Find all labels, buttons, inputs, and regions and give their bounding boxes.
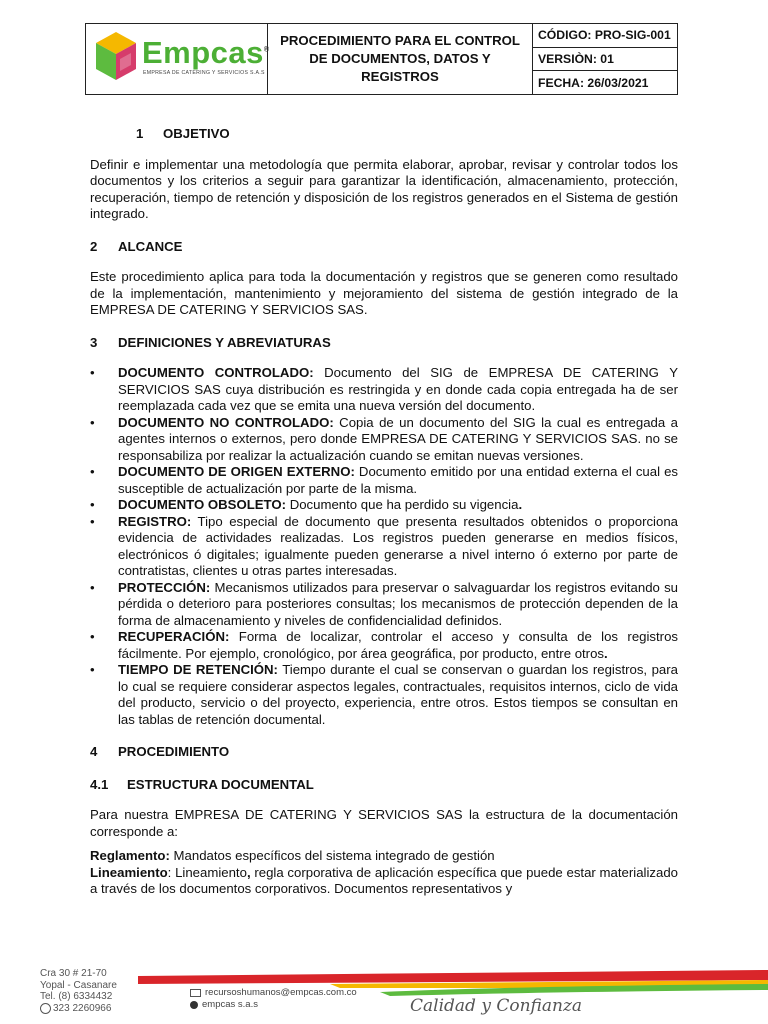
whatsapp-icon (40, 1003, 51, 1014)
section-heading-procedimiento: 4 PROCEDIMIENTO (90, 744, 230, 759)
facebook-icon (190, 1001, 198, 1009)
document-version: VERSIÒN: 01 (533, 48, 677, 72)
definition-text: Forma de localizar, controlar el acceso y consulta de los registros fácilmente. Por ejemplo, cronológico, por área geográfica, por producto, entre otros (118, 629, 678, 661)
footer-address: Cra 30 # 21-70 Yopal - Casanare Tel. (8) 6334432 323 2260966 (40, 968, 117, 1014)
definition-text: Documento del SIG de EMPRESA DE CATERING Y SERVICIOS SAS cuya distribución es restringida y en donde cada copia entregada ha de ser reemplazada cada vez que se emita una nueva versión del documento. (118, 365, 679, 413)
definition-item (90, 415, 678, 465)
document-header (85, 23, 678, 95)
definition-item: • DOCUMENTO OBSOLETO: Documento que ha perdido su vigencia. (90, 497, 523, 512)
document-code: CÓDIGO: PRO-SIG-001 (533, 24, 677, 48)
definition-item (90, 662, 678, 728)
definition-text: Documento emitido por una entidad externa el cual es susceptible de actualización por parte de la misma. (118, 464, 678, 496)
footer-email: recursoshumanos@empcas.com.co (205, 987, 357, 998)
logo-subtitle: EMPRESA DE CATERING Y SERVICIOS S.A.S (143, 70, 265, 76)
bullet-icon: • (90, 497, 95, 512)
document-body (90, 126, 678, 898)
bullet-icon: • (90, 579, 95, 595)
section-heading-objetivo: 1 OBJETIVO (136, 126, 230, 141)
definition-term: PROTECCIÓN: (118, 579, 211, 595)
definition-text: Copia de un documento del SIG la cual es entregada a agentes internos o externos, pero donde EMPRESA DE CATERING Y SERVICIOS SAS. no se responsabiliza por realizar la actualización cuando se emitan nuevas versiones. (118, 414, 678, 463)
section-heading-alcance: 2 ALCANCE (90, 238, 183, 254)
definition-term: DOCUMENTO NO CONTROLADO: (118, 414, 334, 430)
definition-term: DOCUMENTO CONTROLADO: (118, 365, 314, 380)
definition-term: REGISTRO: (118, 513, 192, 529)
logo-wordmark: Empcas® (142, 35, 270, 70)
document-title: PROCEDIMIENTO PARA EL CONTROL DE DOCUMENTOS, DATOS Y REGISTROS (268, 24, 533, 94)
bullet-icon: • (90, 365, 95, 380)
alcance-paragraph: Este procedimiento aplica para toda la documentación y registros que se generen como resultado de la implementación, mantenimiento y mejoramiento del sistema de gestión integrado de la EMPRESA DE CATERING Y SERVICIOS SAS. (90, 269, 678, 317)
definition-item (90, 365, 678, 415)
section-heading-estructura: 4.1 ESTRUCTURA DOCUMENTAL (90, 776, 314, 792)
bullet-icon: • (90, 662, 95, 677)
objetivo-paragraph: Definir e implementar una metodología que permita elaborar, aprobar, revisar y controlar todos los documentos y los criterios a seguir para garantizar la identificación, almacenamiento, protección, recuperación, tiempo de retención y disposición de los registros generados en el Sistema de gestión integrado. (90, 156, 678, 221)
document-meta (533, 24, 677, 94)
section-heading-definiciones: 3 DEFINICIONES Y ABREVIATURAS (90, 334, 331, 350)
logo-cell (86, 24, 268, 94)
definition-text: Tipo especial de documento que presenta resultados obtenidos o proporciona evidencia de actividades realizadas. Los registros pueden generarse en medios físicos, electrónicos ó digitales; igualmente pueden generarse a nivel interno ó externo por parte de contratistas, clientes u otras partes interesadas. (118, 513, 678, 578)
footer-contact (190, 987, 357, 1011)
document-date: FECHA: 26/03/2021 (538, 75, 649, 90)
definition-text: Tiempo durante el cual se conservan o guardan los registros, para lo cual se requiere considerar aspectos legales, contractuales, requisitos internos, ciclo de vida del producto, servicio o del proyecto, experiencia, entre otros. Estos tiempos se consultan en las tablas de retención documental. (118, 662, 678, 727)
definition-term: TIEMPO DE RETENCIÓN: (118, 662, 278, 677)
definition-item (90, 580, 678, 630)
definition-term: RECUPERACIÓN: (118, 629, 230, 644)
bullet-icon: • (90, 414, 95, 430)
footer-slogan: Calidad y Confianza (410, 996, 583, 1016)
cube-logo-icon (94, 30, 138, 82)
footer-facebook: empcas s.a.s (202, 999, 258, 1010)
definition-item (90, 464, 678, 497)
definition-text: Mecanismos utilizados para preservar o salvaguardar los registros evitando su pérdida o deterioro para posteriores consultas; los mecanismos de protección dependen de la forma de almacenamiento y niveles de confidencialidad definidos. (118, 579, 678, 628)
bullet-icon: • (90, 464, 95, 479)
definition-text: Documento que ha perdido su vigencia (286, 497, 519, 512)
definition-term: DOCUMENTO OBSOLETO: (118, 497, 287, 512)
lineamiento-paragraph: Lineamiento: Lineamiento, regla corporativa de aplicación específica que puede estar materializado a través de los documentos corporativos. Documentos representativos y (90, 864, 678, 896)
bullet-icon: • (90, 513, 95, 529)
definition-term: DOCUMENTO DE ORIGEN EXTERNO: (118, 464, 355, 479)
estructura-paragraph: Para nuestra EMPRESA DE CATERING Y SERVICIOS SAS la estructura de la documentación corresponde a: (90, 807, 678, 839)
email-icon (190, 989, 201, 997)
reglamento-line: Reglamento: Mandatos específicos del sistema integrado de gestión (90, 848, 495, 863)
definition-item (90, 514, 678, 580)
bullet-icon: • (90, 629, 95, 644)
definition-item: • RECUPERACIÓN: Forma de localizar, controlar el acceso y consulta de los registros fácilmente. Por ejemplo, cronológico, por área geográfica, por producto, entre otros. (90, 629, 678, 661)
definitions-list (90, 365, 678, 728)
